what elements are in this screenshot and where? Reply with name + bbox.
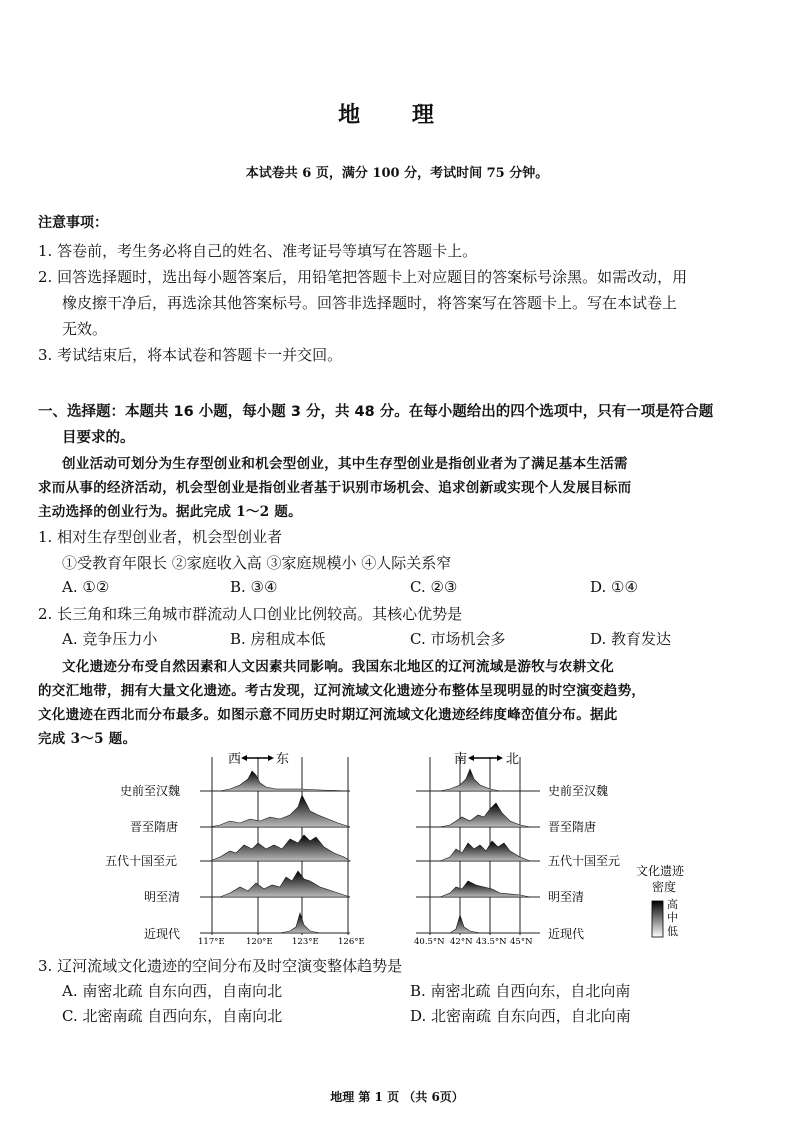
arrow-head-ns-right — [497, 755, 503, 761]
legend-mid: 中 — [667, 911, 678, 924]
peak-right-wudai-yuan — [440, 841, 530, 861]
passage-1-line-1: 创业活动可划分为生存型创业和机会型创业，其中生存型创业是指创业者为了满足基本生活需 — [62, 456, 628, 472]
period-label-1: 史前至汉魏 — [120, 784, 181, 798]
notice-item-2-end: 无效。 — [62, 320, 108, 338]
legend-low: 低 — [667, 925, 678, 938]
peak-right-modern — [450, 915, 480, 933]
west-label: 西 — [228, 752, 242, 767]
passage-1-line-2: 求而从事的经济活动，机会型创业是指创业者基于识别市场机会、追求创新或实现个人发展目标而 — [38, 480, 632, 496]
peak-right-jin-sui — [440, 803, 530, 827]
period-label-right-5: 近现代 — [548, 927, 585, 941]
arrow-head-right — [268, 755, 274, 761]
q2-option-d: D. 教育发达 — [590, 630, 672, 648]
q3-option-c: C. 北密南疏 自西向东，自南向北 — [62, 1007, 283, 1025]
period-label-2: 晋至隋唐 — [130, 820, 179, 834]
legend-color-bar — [652, 901, 663, 937]
legend-title-2: 密度 — [652, 880, 677, 894]
right-axis-tick-2: 42°N — [450, 937, 473, 947]
q3-option-d: D. 北密南疏 自东向西，自北向南 — [410, 1007, 631, 1025]
section-heading: 一、选择题：本题共 16 小题，每小题 3 分，共 48 分。在每小题给出的四个选项中，只有一项是符合题 — [38, 404, 714, 420]
period-label-right-3: 五代十国至元 — [548, 854, 621, 868]
peak-left-wudai-yuan — [210, 835, 350, 861]
peak-right-ming-qing — [440, 881, 530, 897]
right-axis-tick-3: 43.5°N — [476, 937, 507, 947]
arrow-head-left — [241, 755, 247, 761]
left-axis-tick-3: 123°E — [292, 937, 319, 947]
notice-item-1: 1. 答卷前，考生务必将自己的姓名、准考证号等填写在答题卡上。 — [38, 242, 478, 260]
q2-option-b: B. 房租成本低 — [230, 630, 326, 648]
exam-info: 本试卷共 6 页，满分 100 分，考试时间 75 分钟。 — [245, 166, 549, 181]
q1-option-a: A. ①② — [62, 578, 110, 596]
q1-option-b: B. ③④ — [230, 578, 278, 596]
peak-left-jin-sui — [210, 795, 350, 827]
section-heading-cont: 目要求的。 — [62, 430, 135, 446]
peak-left-ming-qing — [220, 871, 350, 897]
culture-relic-density-figure — [100, 745, 720, 950]
period-label-right-2: 晋至隋唐 — [548, 820, 597, 834]
q2-option-a: A. 竞争压力小 — [62, 630, 158, 648]
notice-item-2-cont: 橡皮擦干净后，再选涂其他答案标号。回答非选择题时，将答案写在答题卡上。写在本试卷上 — [62, 294, 678, 312]
arrow-head-ns-left — [468, 755, 474, 761]
page-footer: 地理 第 1 页 （共 6页） — [330, 1090, 464, 1104]
q3-option-a: A. 南密北疏 自东向西，自南向北 — [62, 982, 283, 1000]
passage-1-line-3: 主动选择的创业行为。据此完成 1～2 题。 — [38, 504, 302, 520]
right-axis-tick-4: 45°N — [510, 937, 533, 947]
period-label-right-4: 明至清 — [548, 890, 585, 904]
passage-2-line-4: 完成 3～5 题。 — [38, 731, 137, 747]
passage-2-line-1: 文化遗迹分布受自然因素和人文因素共同影响。我国东北地区的辽河流域是游牧与农耕文化 — [62, 659, 614, 675]
east-label: 东 — [276, 752, 290, 767]
period-label-3: 五代十国至元 — [105, 854, 178, 868]
q2-option-c: C. 市场机会多 — [410, 630, 506, 648]
question-3-stem: 3. 辽河流域文化遗迹的空间分布及时空演变整体趋势是 — [38, 957, 403, 975]
question-1-stem: 1. 相对生存型创业者，机会型创业者 — [38, 528, 283, 546]
passage-2-line-2: 的交汇地带，拥有大量文化遗迹。考古发现，辽河流域文化遗迹分布整体呈现明显的时空演变趋势， — [38, 683, 646, 699]
legend-high: 高 — [667, 898, 678, 911]
question-2-stem: 2. 长三角和珠三角城市群流动人口创业比例较高。其核心优势是 — [38, 605, 463, 623]
right-axis-tick-1: 40.5°N — [414, 937, 445, 947]
question-1-statements: ①受教育年限长 ②家庭收入高 ③家庭规模小 ④人际关系窄 — [62, 554, 452, 572]
notice-item-2: 2. 回答选择题时，选出每小题答案后，用铅笔把答题卡上对应题目的答案标号涂黑。如需改动，用 — [38, 268, 688, 286]
q3-option-b: B. 南密北疏 自西向东，自北向南 — [410, 982, 631, 1000]
north-label: 北 — [506, 752, 520, 767]
left-axis-tick-4: 126°E — [338, 937, 365, 947]
peak-right-prehistory — [440, 769, 500, 791]
left-axis-tick-2: 120°E — [246, 937, 273, 947]
period-label-5: 近现代 — [144, 927, 181, 941]
passage-2-line-3: 文化遗迹在西北而分布最多。如图示意不同历史时期辽河流域文化遗迹经纬度峰峦值分布。据此 — [38, 707, 618, 723]
peak-left-prehistory — [220, 771, 350, 791]
q1-option-d: D. ①④ — [590, 578, 638, 596]
q1-option-c: C. ②③ — [410, 578, 458, 596]
notice-item-3: 3. 考试结束后，将本试卷和答题卡一并交回。 — [38, 346, 343, 364]
south-label: 南 — [454, 752, 468, 767]
period-label-right-1: 史前至汉魏 — [548, 784, 609, 798]
left-axis-tick-1: 117°E — [198, 937, 225, 947]
peak-left-modern — [280, 913, 320, 933]
notice-heading: 注意事项： — [38, 215, 108, 231]
page-title: 地 理 — [338, 103, 456, 128]
legend-title-1: 文化遗迹 — [636, 864, 685, 878]
period-label-4: 明至清 — [144, 890, 181, 904]
